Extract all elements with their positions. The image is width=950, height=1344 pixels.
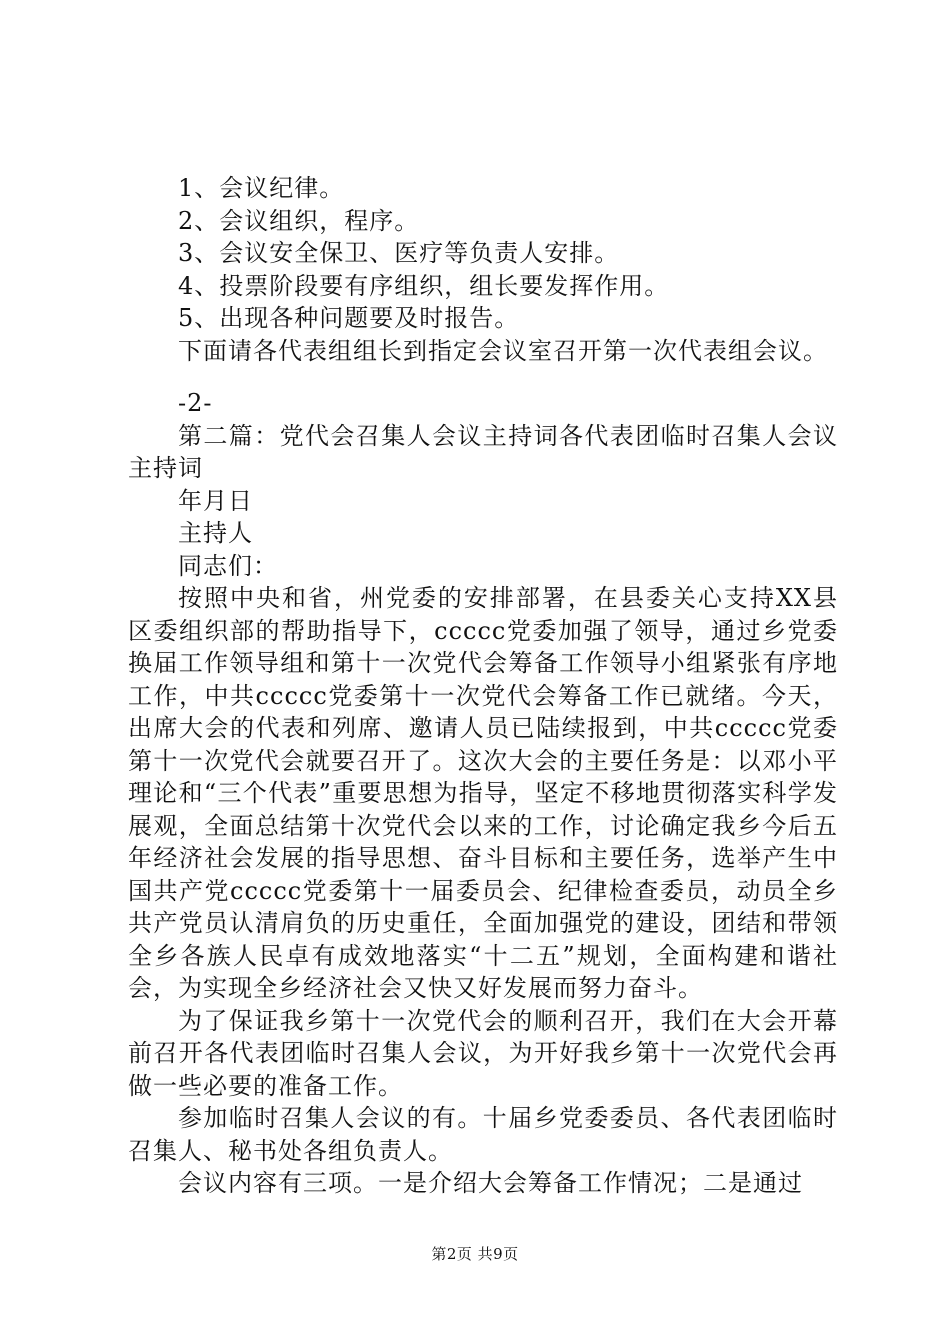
closing-line: 下面请各代表组组长到指定会议室召开第一次代表组会议。 bbox=[178, 336, 828, 365]
page-footer: 第2页 共9页 bbox=[431, 1245, 519, 1263]
salutation: 同志们： bbox=[178, 551, 278, 580]
date-line: 年月日 bbox=[178, 486, 253, 515]
paragraph: 按照中央和省，州党委的安排部署，在县委关心支持XX县区委组织部的帮助指导下，ccccc党委加强了领导，通过乡党委换届工作领导组和第十一次党代会筹备工作领导小组紧张有序地工作，中共ccccc党委第十一次党代会筹备工作已就绪。今天，出席大会的代表和列席、邀请人员已陆续报到，中共ccccc党委第十一次党代会就要召开了。这次大会的主要任务是：以邓小平理论和“三个代表”重要思想为指导，坚定不移地贯彻落实科学发展观，全面总结第十次党代会以来的工作，讨论确定我乡今后五年经济社会发展的指导思想、奋斗目标和主要任务，选举产生中国共产党ccccc党委第十一届委员会、纪律检查委员，动员全乡共产党员认清肩负的历史重任，全面加强党的建设，团结和带领全乡各族人民卓有成效地落实“十二五”规划，全面构建和谐社会，为实现全乡经济社会又快又好发展而努力奋斗。 bbox=[128, 584, 838, 1002]
document-body bbox=[128, 172, 838, 1200]
host-line: 主持人 bbox=[178, 519, 253, 547]
section-title: 第二篇：党代会召集人会议主持词各代表团临时召集人会议主持词 bbox=[128, 421, 838, 482]
list-item: 5、出现各种问题要及时报告。 bbox=[178, 304, 520, 332]
list-item: 1、会议纪律。 bbox=[178, 174, 345, 202]
paragraph: 为了保证我乡第十一次党代会的顺利召开，我们在大会开幕前召开各代表团临时召集人会议，为开好我乡第十一次党代会再做一些必要的准备工作。 bbox=[128, 1006, 838, 1100]
page-marker: -2- bbox=[178, 389, 213, 417]
list-item: 3、会议安全保卫、医疗等负责人安排。 bbox=[178, 239, 620, 267]
paragraph: 会议内容有三项。一是介绍大会筹备工作情况；二是通过 bbox=[178, 1169, 803, 1197]
spacer bbox=[128, 367, 838, 387]
list-item: 2、会议组织，程序。 bbox=[178, 206, 420, 235]
list-item: 4、投票阶段要有序组织，组长要发挥作用。 bbox=[178, 271, 670, 300]
paragraph: 参加临时召集人会议的有。十届乡党委委员、各代表团临时召集人、秘书处各组负责人。 bbox=[128, 1104, 838, 1165]
